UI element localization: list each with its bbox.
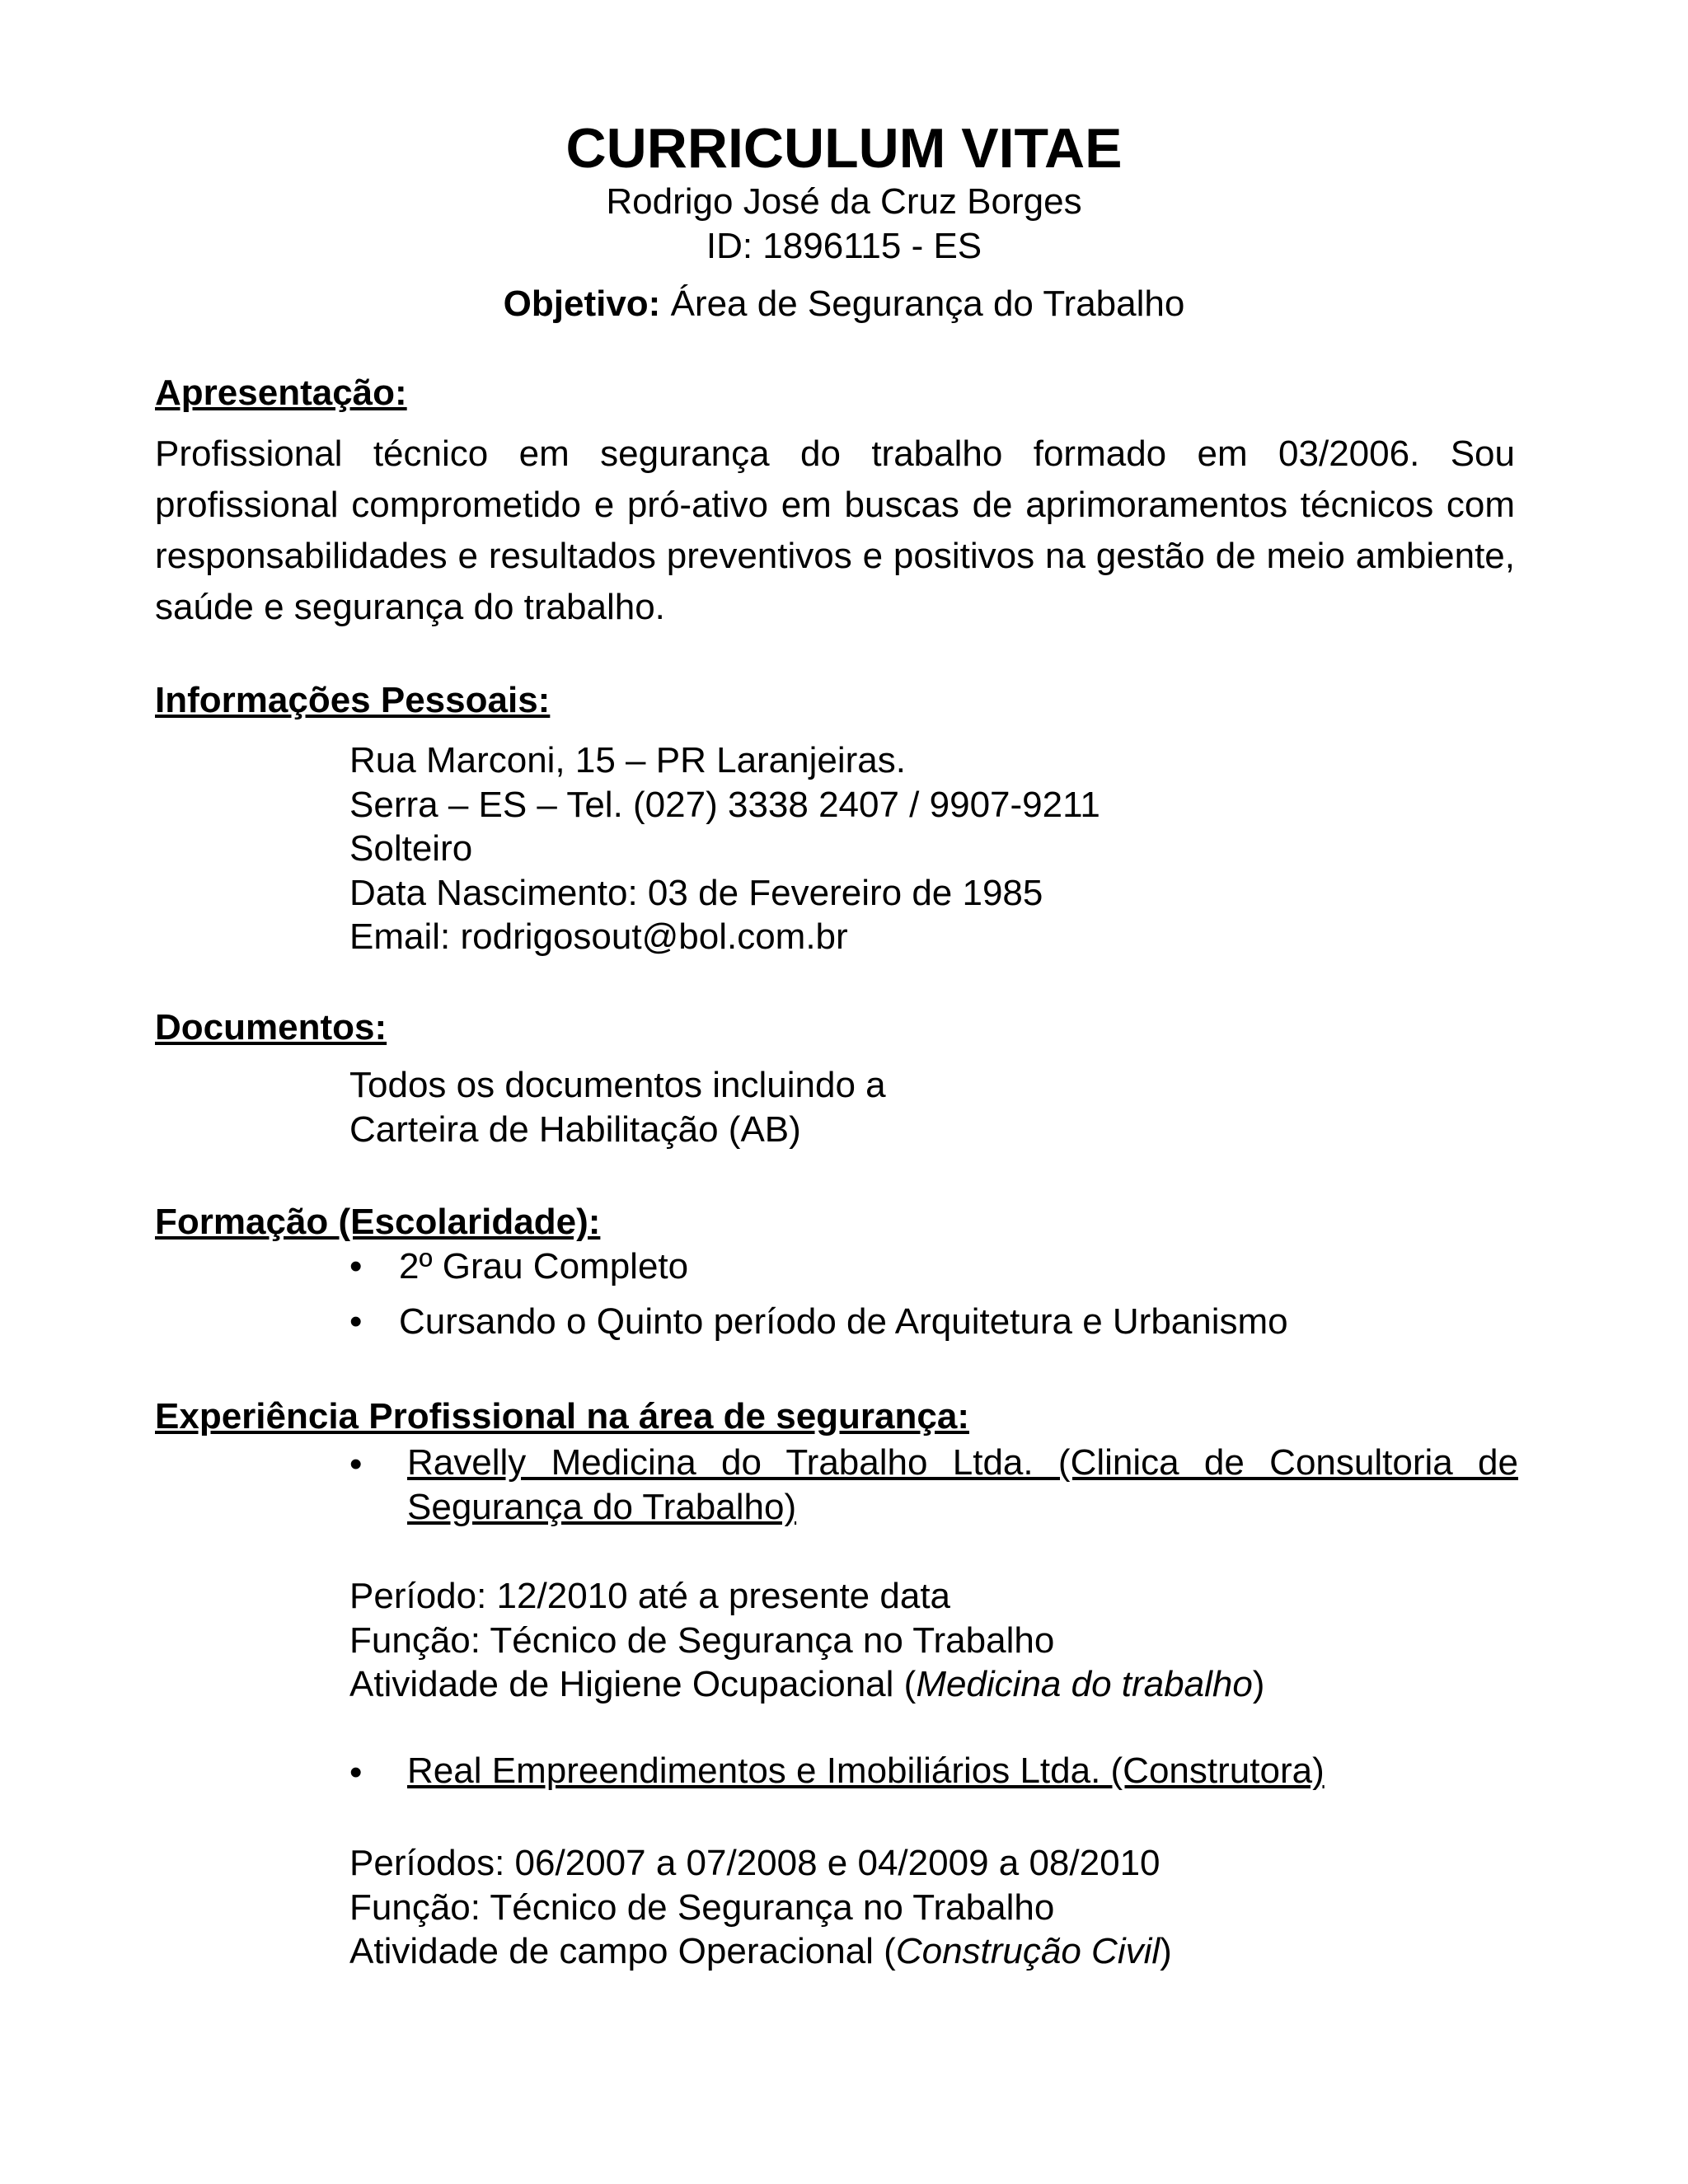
document-title: CURRICULUM VITAE [565,117,1123,180]
candidate-name: Rodrigo José da Cruz Borges [606,181,1082,222]
license-line: Carteira de Habilitação (AB) [349,1108,801,1150]
education-item-text: 2º Grau Completo [399,1246,689,1286]
job-details [349,1574,1264,1707]
job-details [349,1841,1172,1974]
objective-value: Área de Segurança do Trabalho [670,284,1185,324]
job-activity: Atividade de campo Operacional (Construção Civil) [349,1931,1172,1971]
job-role: Função: Técnico de Segurança no Trabalho [349,1619,1055,1661]
documents-heading: Documentos: [155,1007,387,1047]
marital-status: Solteiro [349,828,473,869]
job-period: Períodos: 06/2007 a 07/2008 e 04/2009 a 08/2010 [349,1843,1160,1883]
job-company-line: Segurança do Trabalho) [407,1487,797,1527]
experience-heading: Experiência Profissional na área de segurança: [155,1396,969,1436]
bullet-icon: • [349,1301,363,1342]
job-company [407,1749,1325,1793]
education-heading: Formação (Escolaridade): [155,1202,601,1242]
objective-label: Objetivo: [503,284,661,324]
job-company-line: Real Empreendimentos e Imobiliários Ltda. (Construtora) [407,1750,1325,1791]
job-role: Função: Técnico de Segurança no Trabalho [349,1886,1055,1928]
candidate-id: ID: 1896115 - ES [706,226,982,266]
documents-line: Todos os documentos incluindo a [349,1065,886,1105]
bullet-icon: • [349,1246,363,1286]
job-company [407,1441,1518,1530]
address-line: Rua Marconi, 15 – PR Laranjeiras. [349,740,906,780]
presentation-text: Profissional técnico em segurança do trabalho formado em 03/2006. Sou profissional comprometido e pró-ativo em buscas de aprimoramentos técnicos com responsabilidades e resultados preventivos e positivos na gestão de meio ambiente, saúde e segurança do trabalho. [155,434,1515,627]
job-activity: Atividade de Higiene Ocupacional (Medicina do trabalho) [349,1664,1265,1704]
personal-info-heading: Informações Pessoais: [155,680,551,720]
education-item-text: Cursando o Quinto período de Arquitetura e Urbanismo [399,1301,1288,1342]
bullet-icon: • [349,1752,363,1793]
city-phone-line: Serra – ES – Tel. (027) 3338 2407 / 9907-9211 [349,784,1100,825]
birth-date: Data Nascimento: 03 de Fevereiro de 1985 [349,872,1043,913]
presentation-heading: Apresentação: [155,373,407,413]
email-line: Email: rodrigosout@bol.com.br [349,916,848,957]
objective-line [0,282,1688,326]
personal-info-block [349,738,1100,959]
job-period: Período: 12/2010 até a presente data [349,1576,951,1616]
job-company-line: Ravelly Medicina do Trabalho Ltda. (Clinica de Consultoria de [407,1442,1518,1483]
bullet-icon: • [349,1444,363,1484]
documents-block [349,1063,886,1151]
